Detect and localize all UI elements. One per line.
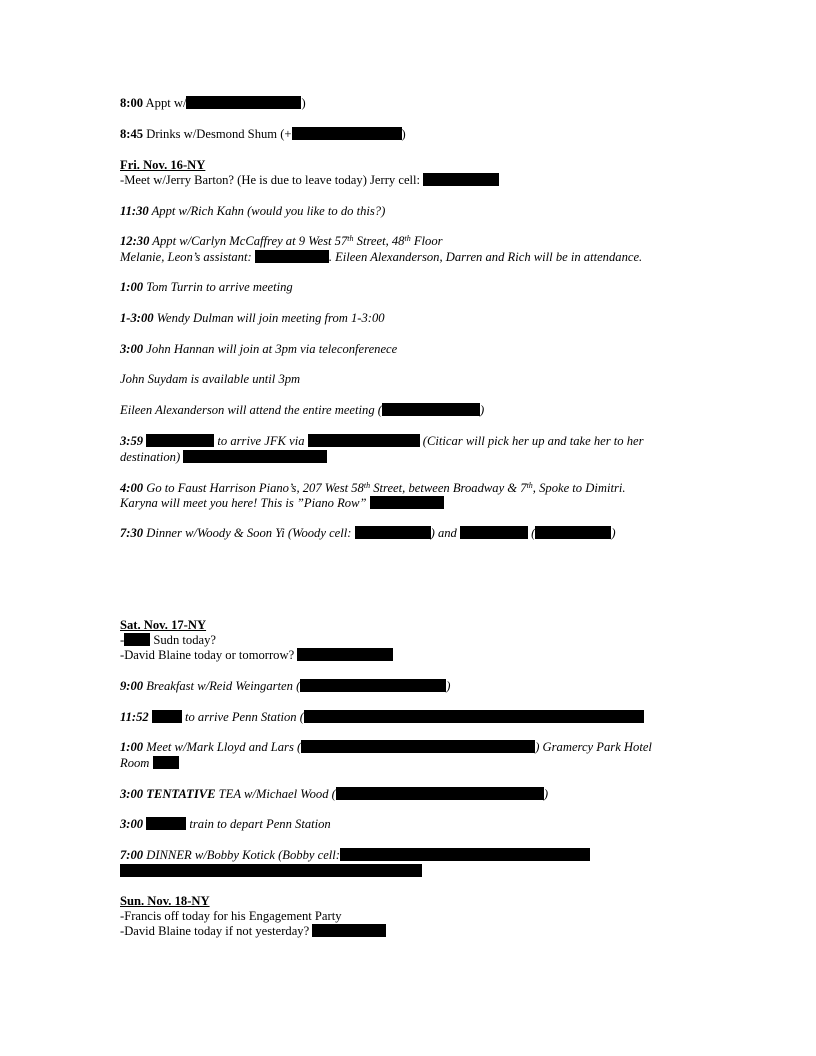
note-text: -David Blaine today or tomorrow? [120, 648, 298, 662]
note-text: - [120, 633, 125, 647]
redaction-bar [370, 496, 444, 509]
entry-text: Appt w/ [143, 96, 187, 110]
entry-text: ) [401, 127, 406, 141]
entry-text: DINNER w/Bobby Kotick (Bobby cell: [143, 848, 340, 862]
redaction-bar [535, 526, 611, 539]
redaction-bar [382, 403, 480, 416]
note-sudn [120, 633, 216, 648]
redaction-bar [186, 96, 301, 109]
time: 11:52 [120, 710, 149, 724]
note-david-blaine-sun [120, 924, 386, 939]
note-suydam: John Suydam is available until 3pm [120, 372, 301, 386]
entry-12-30 [120, 234, 443, 249]
entry-11-30 [120, 204, 385, 219]
entry-text: ) [446, 679, 451, 693]
entry-7-00-line2 [120, 864, 422, 879]
superscript: th [347, 234, 354, 243]
note-eileen [120, 403, 484, 418]
entry-text: ) and [430, 526, 460, 540]
redaction-bar [355, 526, 431, 539]
redaction-bar [300, 679, 446, 692]
entry-text: Wendy Dulman will join meeting from 1-3:00 [153, 311, 385, 325]
entry-text: ) Gramercy Park Hotel [535, 740, 652, 754]
redaction-bar [124, 633, 150, 646]
entry-text: Dinner w/Woody & Soon Yi (Woody cell: [143, 526, 355, 540]
entry-text: to arrive Penn Station ( [181, 710, 304, 724]
time: 1:00 [120, 740, 144, 754]
redaction-bar [336, 787, 544, 800]
entry-text: Appt w/Rich Kahn (would you like to do this?) [148, 204, 386, 218]
redaction-bar [255, 250, 329, 263]
time: 12:30 [120, 234, 150, 248]
entry-text: Karyna will meet you here! This is ”Piano Row” [120, 496, 370, 510]
entry-4-00 [120, 481, 626, 496]
redaction-bar [423, 173, 499, 186]
entry-text: train to depart Penn Station [186, 817, 331, 831]
time: 11:30 [120, 204, 149, 218]
entry-text: Room [120, 756, 153, 770]
entry-8-45 [120, 127, 406, 142]
time: 3:00 [120, 342, 144, 356]
redaction-bar [153, 756, 179, 769]
entry-text: Drinks w/Desmond Shum (+ [143, 127, 292, 141]
entry-text: . Eileen Alexanderson, Darren and Rich will be in attendance. [328, 250, 643, 264]
entry-4-00-line2 [120, 496, 444, 511]
entry-3-00-train [120, 817, 331, 832]
time: 3:00 [120, 787, 144, 801]
day-heading-fri: Fri. Nov. 16-NY [120, 158, 206, 172]
redaction-bar [304, 710, 644, 723]
entry-text: Meet w/Mark Lloyd and Lars ( [143, 740, 302, 754]
time: 3:59 [120, 434, 144, 448]
entry-12-30-line2 [120, 250, 642, 265]
day-heading-sun: Sun. Nov. 18-NY [120, 894, 210, 908]
entry-11-52 [120, 710, 644, 725]
time: 7:30 [120, 526, 144, 540]
day-heading-sat: Sat. Nov. 17-NY [120, 618, 207, 632]
entry-text: Tom Turrin to arrive meeting [143, 280, 293, 294]
entry-1-00-lloyd [120, 740, 652, 755]
entry-text: ) [611, 526, 616, 540]
redaction-bar [292, 127, 402, 140]
time: 1:00 [120, 280, 144, 294]
entry-text: to arrive JFK via [214, 434, 308, 448]
entry-text: ) [543, 787, 549, 801]
time: 7:00 [120, 848, 144, 862]
entry-3-59-line2 [120, 450, 327, 465]
entry-9-00 [120, 679, 450, 694]
redaction-bar [460, 526, 528, 539]
entry-3-59 [120, 434, 644, 449]
entry-text: Appt w/Carlyn McCaffrey at 9 West 57 [149, 234, 348, 248]
entry-text: TEA w/Michael Wood ( [215, 787, 336, 801]
note-text: -Meet w/Jerry Barton? (He is due to leave today) Jerry cell: [120, 173, 424, 187]
time: 4:00 [120, 481, 144, 495]
entry-text: Breakfast w/Reid Weingarten ( [143, 679, 301, 693]
entry-text: Go to Faust Harrison Piano’s, 207 West 58 [143, 481, 364, 495]
redaction-bar [146, 434, 214, 447]
superscript: th [526, 481, 533, 490]
entry-text: Street, between Broadway & 7 [370, 481, 527, 495]
entry-1-00 [120, 280, 293, 295]
entry-1-00-lloyd-line2 [120, 756, 179, 771]
entry-text: (Citicar will pick her up and take her to her [419, 434, 644, 448]
redaction-bar [312, 924, 386, 937]
redaction-bar [146, 817, 186, 830]
time: 9:00 [120, 679, 144, 693]
tentative-label: TENTATIVE [143, 787, 216, 801]
entry-text: Floor [410, 234, 443, 248]
time: 3:00 [120, 817, 144, 831]
entry-text: ( [528, 526, 536, 540]
superscript: th [404, 234, 411, 243]
note-david-blaine [120, 648, 393, 663]
entry-text: Street, 48 [353, 234, 405, 248]
redaction-bar [308, 434, 420, 447]
time: 1-3:00 [120, 311, 154, 325]
note-text: Eileen Alexanderson will attend the entire meeting ( [120, 403, 382, 417]
entry-text: destination) [120, 450, 184, 464]
entry-3-00-tentative [120, 787, 548, 802]
entry-text: , Spoke to Dimitri. [532, 481, 626, 495]
note-text: Sudn today? [150, 633, 216, 647]
note-jerry-barton [120, 173, 499, 188]
redaction-bar [183, 450, 327, 463]
note-text: ) [479, 403, 485, 417]
entry-1-3-00 [120, 311, 385, 326]
note-text: -David Blaine today if not yesterday? [120, 924, 313, 938]
entry-7-00 [120, 848, 590, 863]
time: 8:00 [120, 96, 144, 110]
redaction-bar [297, 648, 393, 661]
entry-text: John Hannan will join at 3pm via teleconferenece [143, 342, 398, 356]
note-francis: -Francis off today for his Engagement Party [120, 909, 342, 923]
redaction-bar [152, 710, 182, 723]
entry-7-30 [120, 526, 616, 541]
entry-text: ) [301, 96, 306, 110]
entry-3-00-hannan [120, 342, 397, 357]
time: 8:45 [120, 127, 144, 141]
entry-8-00 [120, 96, 306, 111]
redaction-bar [340, 848, 590, 861]
entry-text: Melanie, Leon’s assistant: [120, 250, 255, 264]
redaction-bar [120, 864, 422, 877]
superscript: th [363, 481, 371, 490]
redaction-bar [301, 740, 535, 753]
